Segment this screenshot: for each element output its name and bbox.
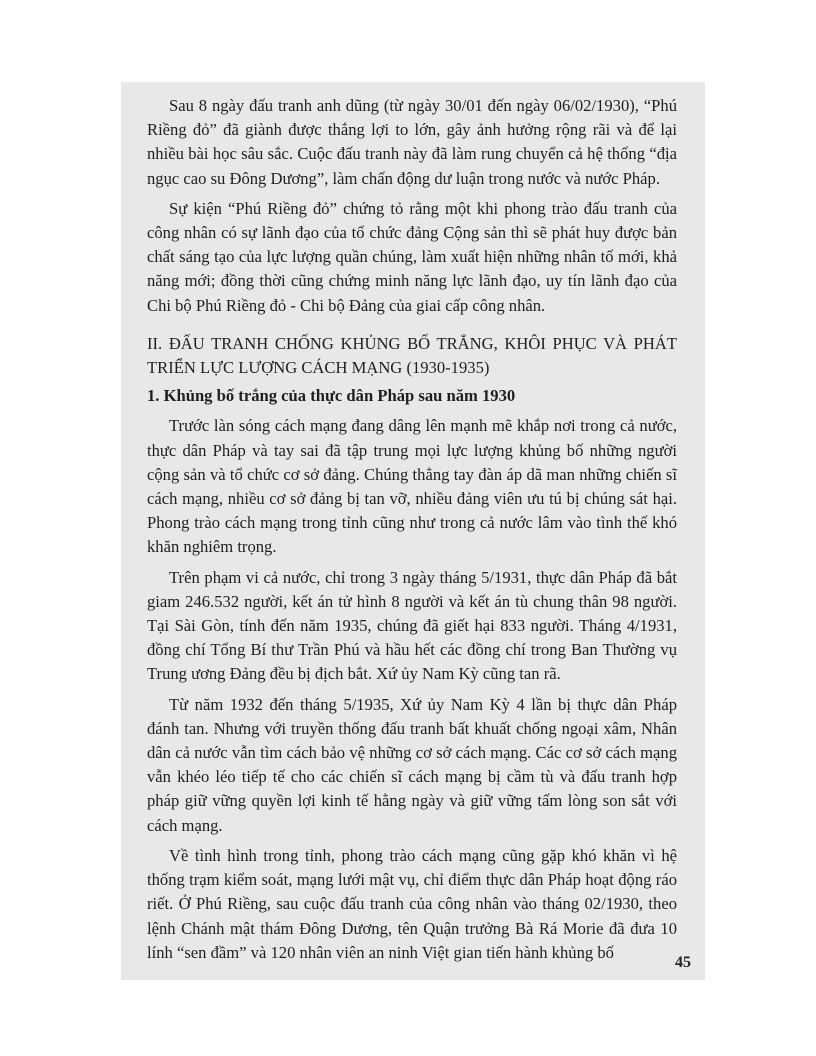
- sub-heading: 1. Khủng bố trắng của thực dân Pháp sau năm 1930: [147, 386, 516, 406]
- page-content: [147, 94, 677, 971]
- paragraph-body-2: Trên phạm vi cả nước, chỉ trong 3 ngày tháng 5/1931, thực dân Pháp đã bắt giam 246.532 người, kết án tử hình 8 người và kết án tù chung thân 98 người. Tại Sài Gòn, tính đến năm 1935, chúng đã giết hại 833 người. Tháng 4/1931, đồng chí Tổng Bí thư Trần Phú và hầu hết các đồng chí trong Ban Thường vụ Trung ương Đảng đều bị địch bắt. Xứ ủy Nam Kỳ cũng tan rã.: [147, 567, 677, 684]
- book-page: [121, 82, 705, 980]
- section-heading: II. ĐẤU TRANH CHỐNG KHỦNG BỐ TRẮNG, KHÔI PHỤC VÀ PHÁT TRIỂN LỰC LƯỢNG CÁCH MẠNG (1930-1935): [147, 333, 677, 378]
- paragraph-intro-2: Sự kiện “Phú Riềng đỏ” chứng tỏ rằng một khi phong trào đấu tranh của công nhân có sự lãnh đạo của tổ chức đảng Cộng sản thì sẽ phát huy được bản chất sáng tạo của lực lượng quần chúng, làm xuất hiện những nhân tố mới, khả năng mới; đồng thời cũng chứng minh năng lực lãnh đạo, uy tín lãnh đạo của Chi bộ Phú Riềng đỏ - Chi bộ Đảng của giai cấp công nhân.: [147, 198, 677, 315]
- paragraph-body-4: Về tình hình trong tỉnh, phong trào cách mạng cũng gặp khó khăn vì hệ thống trạm kiểm soát, mạng lưới mật vụ, chỉ điểm thực dân Pháp hoạt động ráo riết. Ở Phú Riềng, sau cuộc đấu tranh của công nhân vào tháng 02/1930, theo lệnh Chánh mật thám Đông Dương, tên Quận trưởng Bà Rá Morie đã đưa 10 lính “sen đầm” và 120 nhân viên an ninh Việt gian tiến hành khủng bố: [147, 845, 677, 962]
- paragraph-body-1: Trước làn sóng cách mạng đang dâng lên mạnh mẽ khắp nơi trong cả nước, thực dân Pháp và tay sai đã tập trung mọi lực lượng khủng bố những người cộng sản và tổ chức cơ sở đảng. Chúng thẳng tay đàn áp dã man những chiến sĩ cách mạng, nhiều cơ sở đảng bị tan vỡ, nhiều đảng viên ưu tú bị chúng sát hại. Phong trào cách mạng trong tỉnh cũng như trong cả nước lâm vào tình thế khó khăn nghiêm trọng.: [147, 416, 677, 557]
- paragraph-intro-1: Sau 8 ngày đấu tranh anh dũng (từ ngày 30/01 đến ngày 06/02/1930), “Phú Riềng đỏ” đã giành được thắng lợi to lớn, gây ảnh hưởng rộng rãi và để lại nhiều bài học sâu sắc. Cuộc đấu tranh này đã làm rung chuyển cả hệ thống “địa ngục cao su Đông Dương”, làm chấn động dư luận trong nước và nước Pháp.: [147, 96, 677, 188]
- paragraph-body-3: Từ năm 1932 đến tháng 5/1935, Xứ ủy Nam Kỳ 4 lần bị thực dân Pháp đánh tan. Nhưng với truyền thống đấu tranh bất khuất chống ngoại xâm, Nhân dân cả nước vẫn tìm cách bảo vệ những cơ sở cách mạng. Các cơ sở cách mạng vẫn khéo léo tiếp tế cho các chiến sĩ cách mạng bị cầm tù và đấu tranh hợp pháp giữ vững quyền lợi kinh tế hằng ngày và giữ vững tấm lòng son sắt với cách mạng.: [147, 694, 677, 835]
- page-number: 45: [675, 954, 691, 971]
